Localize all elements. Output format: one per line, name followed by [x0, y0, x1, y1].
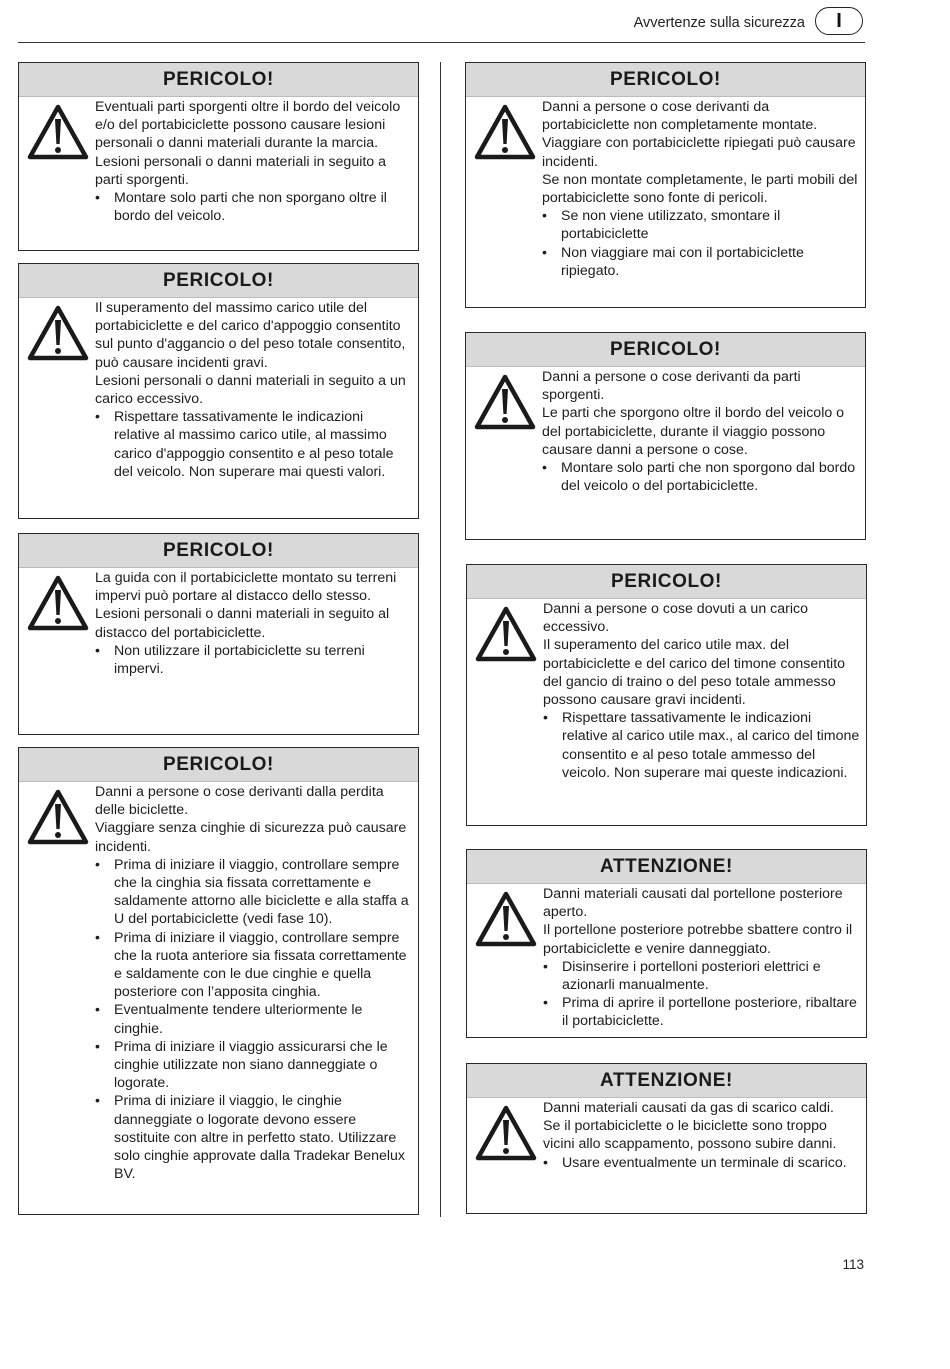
warning-box [465, 332, 866, 540]
warning-text [95, 299, 412, 481]
warning-bullet-list [95, 856, 412, 1184]
warning-heading: PERICOLO! [467, 565, 866, 599]
warning-paragraph: Danni a persone o cose derivanti da portabiciclette non completamente montate. [542, 99, 818, 134]
warning-heading: PERICOLO! [19, 748, 418, 782]
column-divider [440, 62, 441, 1217]
warning-paragraph: Eventuali parti sporgenti oltre il bordo del veicolo e/o del portabiciclette possono causare lesioni personali o danni materiali durante la marcia. [95, 99, 401, 152]
warning-heading: PERICOLO! [466, 333, 865, 367]
warning-triangle-icon [474, 104, 536, 160]
warning-paragraph: Lesioni personali o danni materiali in seguito a un carico eccessivo. [95, 372, 406, 408]
warning-paragraph: Se non montate completamente, le parti mobili del portabiciclette sono fonte di pericoli. [542, 171, 858, 207]
warning-paragraph: Viaggiare con portabiciclette ripiegati può causare incidenti. [542, 135, 856, 170]
warning-bullet-list [543, 709, 860, 782]
warning-bullet-list [543, 1154, 860, 1172]
warning-heading: ATTENZIONE! [467, 1064, 866, 1098]
warning-bullet: • Montare solo parti che non sporgono dal bordo del veicolo o del portabiciclette. [542, 459, 859, 495]
warning-bullet: • Rispettare tassativamente le indicazioni relative al carico utile max., al carico del timone consentito e al peso totale ammesso del veicolo. Non superare mai queste indicazioni. [543, 709, 860, 782]
warning-bullet: • Non viaggiare mai con il portabiciclette ripiegato. [542, 244, 859, 280]
warning-triangle-icon [475, 606, 537, 662]
warning-paragraph: Danni a persone o cose dovuti a un carico eccessivo. [543, 601, 808, 636]
warning-bullet: • Prima di aprire il portellone posteriore, ribaltare il portabiciclette. [543, 994, 860, 1030]
warning-heading: PERICOLO! [19, 63, 418, 97]
warning-bullet-list [95, 189, 412, 225]
warning-paragraph: Le parti che sporgono oltre il bordo del veicolo o del portabiciclette, durante il viaggio possono causare danni a persone o cose. [542, 405, 845, 458]
warning-triangle-icon [475, 891, 537, 947]
warning-triangle-icon [27, 104, 89, 160]
warning-box [466, 849, 867, 1038]
warning-paragraph: Il superamento del carico utile max. del portabiciclette e del carico del timone consentito del gancio di traino o del peso totale ammesso possono causare gravi incidenti. [543, 637, 846, 709]
warning-box [466, 564, 867, 826]
warning-paragraph: Viaggiare senza cinghie di sicurezza può causare incidenti. [95, 820, 407, 855]
warning-box [18, 533, 419, 735]
warning-heading: PERICOLO! [19, 534, 418, 568]
warning-triangle-icon [475, 1105, 537, 1161]
warning-heading: ATTENZIONE! [467, 850, 866, 884]
warning-paragraph: Danni materiali causati dal portellone posteriore aperto. [543, 886, 843, 921]
warning-paragraph: Lesioni personali o danni materiali in seguito al distacco del portabiciclette. [95, 606, 390, 641]
warning-text [543, 1099, 860, 1172]
warning-paragraph: Danni materiali causati da gas di scarico caldi. [543, 1100, 834, 1116]
warning-bullet: • Eventualmente tendere ulteriormente le cinghie. [95, 1001, 412, 1037]
warning-heading: PERICOLO! [19, 264, 418, 298]
warning-bullet-list [543, 958, 860, 1031]
warning-text [542, 98, 859, 280]
warning-bullet: • Rispettare tassativamente le indicazioni relative al massimo carico utile, al massimo carico d'appoggio consentito e al peso totale del veicolo. Non superare mai questi valori. [95, 408, 412, 481]
warning-bullet-list [542, 207, 859, 280]
warning-box [465, 62, 866, 308]
warning-paragraph: Il portellone posteriore potrebbe sbattere contro il portabiciclette e venire danneggiato. [543, 922, 853, 957]
warning-text [542, 368, 859, 495]
warning-bullet: • Prima di iniziare il viaggio, le cinghie danneggiate o logorate devono essere sostituite con altre in perfetto stato. Utilizzare solo cinghie approvate dalla Tradekar Benelux BV. [95, 1092, 412, 1183]
section-title: Avvertenze sulla sicurezza [633, 15, 805, 31]
warning-bullet-list [95, 642, 412, 678]
warning-text [543, 600, 860, 782]
warning-box [466, 1063, 867, 1214]
warning-bullet: • Usare eventualmente un terminale di scarico. [543, 1154, 860, 1172]
warning-paragraph: Se il portabiciclette o le biciclette sono troppo vicini allo scappamento, possono subire danni. [543, 1118, 837, 1153]
warning-triangle-icon [27, 789, 89, 845]
warning-box [18, 62, 419, 251]
warning-text [95, 98, 412, 225]
warning-bullet: • Disinserire i portelloni posteriori elettrici e azionarli manualmente. [543, 958, 860, 994]
warning-bullet: • Prima di iniziare il viaggio assicurarsi che le cinghie utilizzate non siano danneggiate o logorate. [95, 1038, 412, 1093]
warning-bullet: • Non utilizzare il portabiciclette su terreni impervi. [95, 642, 412, 678]
warning-triangle-icon [27, 575, 89, 631]
warning-box [18, 747, 419, 1215]
warning-bullet: • Prima di iniziare il viaggio, controllare sempre che la cinghia sia fissata correttamente e saldamente attorno alle biciclette e alla staffa a U del portabiciclette (vedi fase 10). [95, 856, 412, 929]
header-divider [18, 42, 865, 43]
warning-paragraph: Danni a persone o cose derivanti da parti sporgenti. [542, 369, 801, 404]
warning-text [95, 569, 412, 678]
warning-bullet: • Prima di iniziare il viaggio, controllare sempre che la ruota anteriore sia fissata correttamente e saldamente con le due cinghie e quella posteriore con l’apposita cinghia. [95, 929, 412, 1002]
warning-box [18, 263, 419, 519]
warning-text [95, 783, 412, 1183]
warning-paragraph: Danni a persone o cose derivanti dalla perdita delle biciclette. [95, 784, 384, 819]
warning-bullet: • Se non viene utilizzato, smontare il portabiciclette [542, 207, 859, 243]
warning-heading: PERICOLO! [466, 63, 865, 97]
warning-triangle-icon [474, 374, 536, 430]
warning-paragraph: Lesioni personali o danni materiali in seguito a parti sporgenti. [95, 153, 387, 188]
warning-paragraph: Il superamento del massimo carico utile del portabiciclette e del carico d'appoggio consentito sul punto d'aggancio o del peso totale consentito, può causare incidenti gravi. [95, 300, 406, 371]
language-badge: I [815, 7, 863, 35]
warning-text [543, 885, 860, 1031]
page-number: 113 [842, 1257, 864, 1272]
warning-paragraph: La guida con il portabiciclette montato su terreni impervi può portare al distacco dello stesso. [95, 570, 397, 605]
warning-bullet: • Montare solo parti che non sporgano oltre il bordo del veicolo. [95, 189, 412, 225]
warning-triangle-icon [27, 305, 89, 361]
warning-bullet-list [95, 408, 412, 481]
warning-bullet-list [542, 459, 859, 495]
